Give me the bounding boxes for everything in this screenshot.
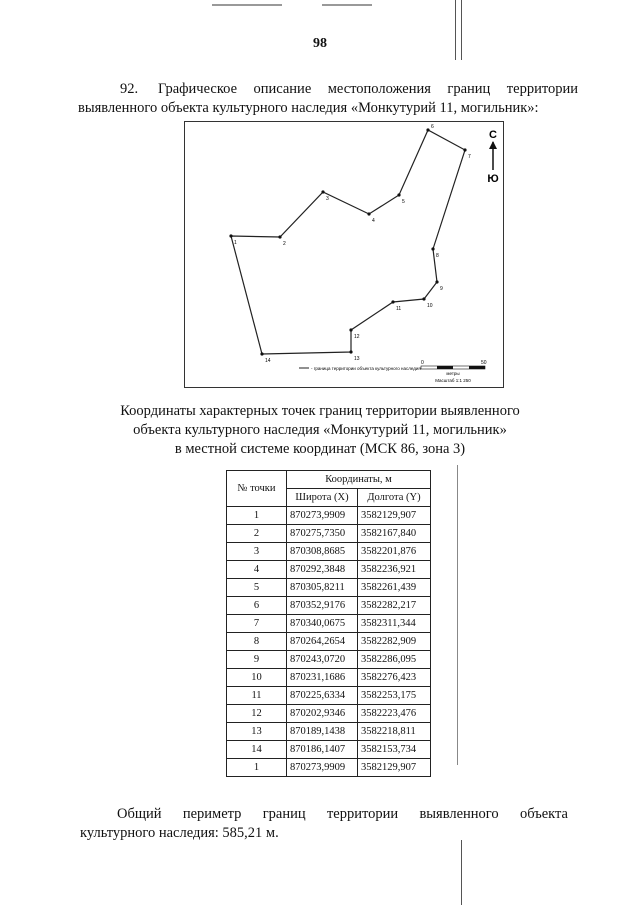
boundary-map xyxy=(184,121,504,388)
scale-bar-segment xyxy=(437,366,453,369)
boundary-point-label: 6 xyxy=(431,124,434,130)
perimeter-summary xyxy=(80,805,568,843)
boundary-point-label: 1 xyxy=(234,240,237,246)
point-number: 3 xyxy=(227,543,287,561)
point-number: 2 xyxy=(227,525,287,543)
legend-label: - граница территории объекта культурного наследия xyxy=(311,366,421,371)
summary-word: периметр xyxy=(182,806,242,822)
longitude-value: 3582223,476 xyxy=(358,705,431,723)
boundary-point-label: 7 xyxy=(468,154,471,160)
latitude-value: 870189,1438 xyxy=(287,723,358,741)
point-number: 11 xyxy=(227,687,287,705)
table-row xyxy=(227,651,431,669)
longitude-value: 3582282,217 xyxy=(358,597,431,615)
summary-word: Общий xyxy=(117,806,162,822)
boundary-point-marker xyxy=(349,328,352,331)
scan-line xyxy=(457,465,458,765)
boundary-point-marker xyxy=(463,148,466,151)
boundary-point-marker xyxy=(367,212,370,215)
scan-artifact xyxy=(212,4,282,6)
table-row xyxy=(227,633,431,651)
longitude-value: 3582167,840 xyxy=(358,525,431,543)
point-number: 8 xyxy=(227,633,287,651)
longitude-value: 3582129,907 xyxy=(358,759,431,777)
boundary-point-label: 5 xyxy=(402,199,405,205)
longitude-value: 3582261,439 xyxy=(358,579,431,597)
summary-line-2: культурного наследия: 585,21 м. xyxy=(80,825,279,841)
table-row xyxy=(227,507,431,525)
boundary-point-label: 8 xyxy=(436,253,439,259)
boundary-point-label: 10 xyxy=(427,303,433,309)
latitude-value: 870308,8685 xyxy=(287,543,358,561)
point-number: 4 xyxy=(227,561,287,579)
coordinates-table xyxy=(226,470,431,777)
section-number: 92. xyxy=(120,81,139,97)
scale-zero: 0 xyxy=(421,360,424,366)
latitude-value: 870273,9909 xyxy=(287,507,358,525)
boundary-point-marker xyxy=(426,128,429,131)
summary-word: территории xyxy=(326,806,399,822)
point-number: 7 xyxy=(227,615,287,633)
scan-line xyxy=(461,840,462,905)
header-coordinates: Координаты, м xyxy=(287,471,431,489)
boundary-polygon xyxy=(231,130,465,354)
boundary-point-marker xyxy=(397,193,400,196)
longitude-value: 3582282,909 xyxy=(358,633,431,651)
boundary-point-marker xyxy=(229,234,232,237)
scale-units: метры xyxy=(446,371,460,376)
boundary-point-label: 2 xyxy=(283,241,286,247)
table-row xyxy=(227,669,431,687)
header-longitude: Долгота (Y) xyxy=(358,489,431,507)
boundary-point-label: 3 xyxy=(326,196,329,202)
boundary-point-marker xyxy=(260,352,263,355)
latitude-value: 870243,0720 xyxy=(287,651,358,669)
coordinates-title-line: объекта культурного наследия «Монкутурий 11, могильник» xyxy=(133,422,507,438)
table-row xyxy=(227,615,431,633)
boundary-point-marker xyxy=(435,280,438,283)
point-number: 14 xyxy=(227,741,287,759)
table-row xyxy=(227,723,431,741)
point-number: 10 xyxy=(227,669,287,687)
section-heading xyxy=(78,80,578,118)
table-row xyxy=(227,741,431,759)
table-row xyxy=(227,525,431,543)
summary-word: выявленного xyxy=(419,806,499,822)
boundary-point-marker xyxy=(321,190,324,193)
scale-bar-segment xyxy=(469,366,485,369)
boundary-point-label: 12 xyxy=(354,334,360,340)
longitude-value: 3582129,907 xyxy=(358,507,431,525)
north-arrow-icon xyxy=(489,141,497,149)
page-number: 98 xyxy=(313,36,327,51)
boundary-point-label: 9 xyxy=(440,286,443,292)
scale-max: 50 xyxy=(481,360,487,366)
longitude-value: 3582286,095 xyxy=(358,651,431,669)
summary-word: объекта xyxy=(519,806,568,822)
coordinates-title-line: Координаты характерных точек границ территории выявленного xyxy=(120,403,520,419)
point-number: 5 xyxy=(227,579,287,597)
latitude-value: 870264,2654 xyxy=(287,633,358,651)
latitude-value: 870273,9909 xyxy=(287,759,358,777)
table-row xyxy=(227,705,431,723)
section-heading-text: Графическое описание местоположения границ территории выявленного объекта культурного наследия «Монкутурий 11, могильник»: xyxy=(78,81,578,116)
coordinates-title xyxy=(0,402,640,459)
longitude-value: 3582201,876 xyxy=(358,543,431,561)
point-number: 13 xyxy=(227,723,287,741)
point-number: 6 xyxy=(227,597,287,615)
boundary-point-marker xyxy=(278,235,281,238)
point-number: 12 xyxy=(227,705,287,723)
latitude-value: 870292,3848 xyxy=(287,561,358,579)
header-latitude: Широта (X) xyxy=(287,489,358,507)
scan-artifact xyxy=(322,4,372,6)
boundary-point-label: 11 xyxy=(396,306,402,312)
boundary-point-marker xyxy=(422,297,425,300)
latitude-value: 870340,0675 xyxy=(287,615,358,633)
boundary-point-marker xyxy=(349,350,352,353)
boundary-map-svg xyxy=(185,122,503,387)
boundary-point-marker xyxy=(431,247,434,250)
latitude-value: 870352,9176 xyxy=(287,597,358,615)
header-point-number: № точки xyxy=(227,471,287,507)
boundary-point-label: 4 xyxy=(372,218,375,224)
latitude-value: 870275,7350 xyxy=(287,525,358,543)
latitude-value: 870225,6334 xyxy=(287,687,358,705)
point-number: 9 xyxy=(227,651,287,669)
point-number: 1 xyxy=(227,759,287,777)
longitude-value: 3582153,734 xyxy=(358,741,431,759)
table-row xyxy=(227,579,431,597)
coordinates-title-line: в местной системе координат (МСК 86, зона 3) xyxy=(174,441,466,457)
latitude-value: 870231,1686 xyxy=(287,669,358,687)
latitude-value: 870186,1407 xyxy=(287,741,358,759)
table-row xyxy=(227,759,431,777)
longitude-value: 3582253,175 xyxy=(358,687,431,705)
table-row xyxy=(227,687,431,705)
longitude-value: 3582236,921 xyxy=(358,561,431,579)
north-label: С xyxy=(489,129,497,141)
longitude-value: 3582311,344 xyxy=(358,615,431,633)
summary-line-1 xyxy=(80,805,568,824)
latitude-value: 870305,8211 xyxy=(287,579,358,597)
table-row xyxy=(227,543,431,561)
point-number: 1 xyxy=(227,507,287,525)
longitude-value: 3582276,423 xyxy=(358,669,431,687)
boundary-point-label: 14 xyxy=(265,358,271,364)
south-label: Ю xyxy=(487,173,499,185)
table-row xyxy=(227,597,431,615)
latitude-value: 870202,9346 xyxy=(287,705,358,723)
longitude-value: 3582218,811 xyxy=(358,723,431,741)
table-row xyxy=(227,561,431,579)
boundary-point-label: 13 xyxy=(354,356,360,362)
summary-word: границ xyxy=(262,806,306,822)
boundary-point-marker xyxy=(391,300,394,303)
scale-ratio: Масштаб 1:1 250 xyxy=(435,378,471,383)
